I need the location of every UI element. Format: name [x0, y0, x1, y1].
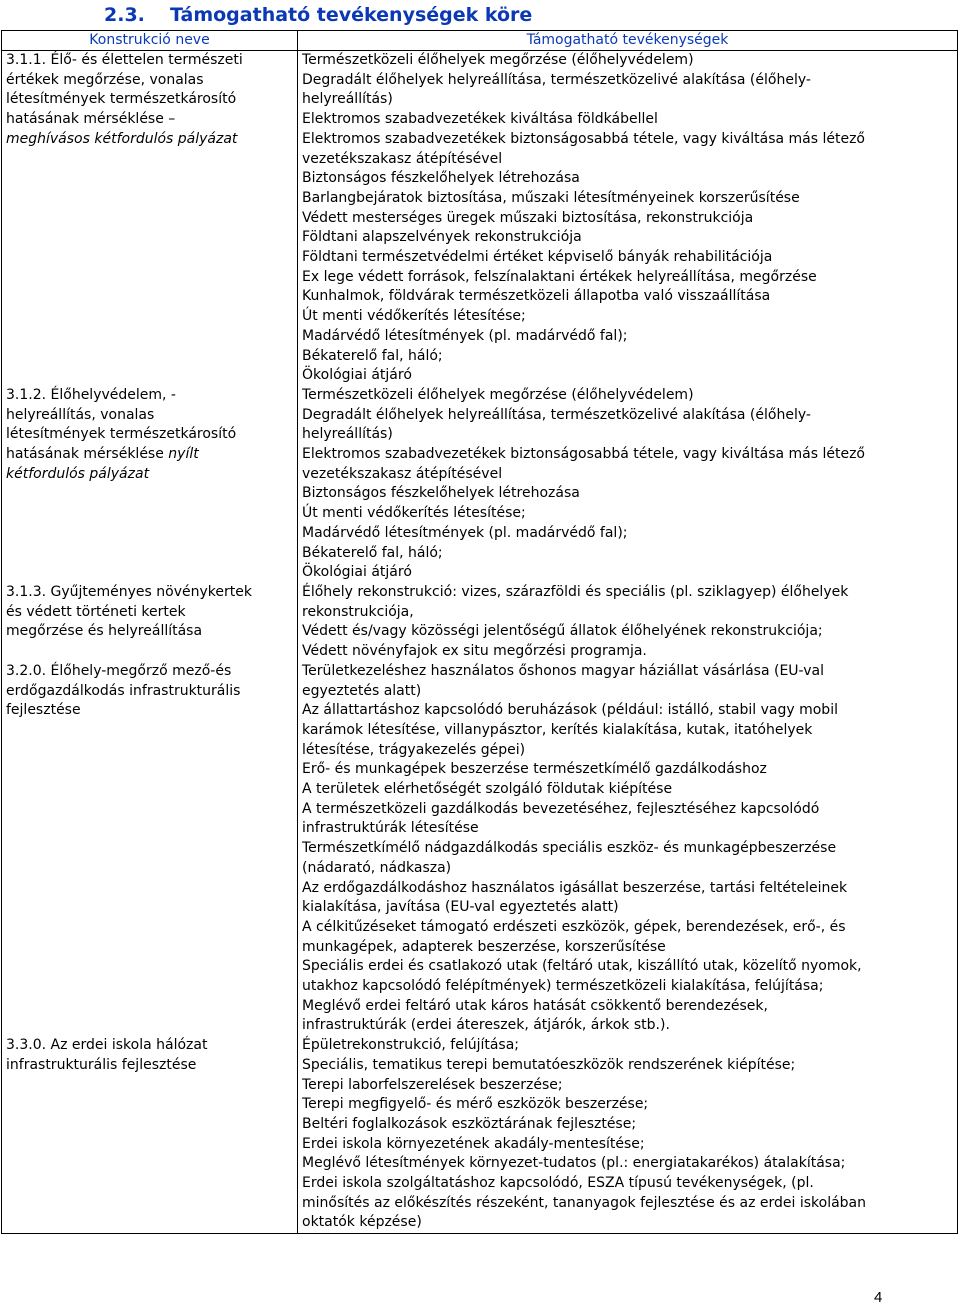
section-title: Támogatható tevékenységek köre	[170, 4, 533, 26]
activity-line: helyreállítás)	[302, 91, 393, 108]
construction-name-line	[6, 425, 293, 445]
construction-name-line	[6, 1036, 293, 1056]
activity-line: Terepi laborfelszerelések beszerzése;	[302, 1076, 563, 1093]
activity-line: Degradált élőhelyek helyreállítása, természetközelivé alakítása (élőhely-	[302, 406, 811, 423]
construction-name-text: megőrzése és helyreállítása	[6, 623, 203, 640]
section-heading	[104, 4, 532, 26]
table-header-row	[2, 31, 958, 51]
construction-name-line	[6, 603, 293, 623]
construction-name-text: 3.1.2. Élőhelyvédelem, -	[6, 386, 176, 403]
construction-name-text: létesítmények természetkárosító	[6, 426, 237, 443]
activity-line: Földtani alapszelvények rekonstrukciója	[302, 229, 582, 246]
construction-name-text: 3.2.0. Élőhely-megőrző mező-és	[6, 662, 232, 679]
construction-name-line	[6, 386, 293, 406]
activity-line: rekonstrukciója,	[302, 603, 414, 620]
activity-line: Ex lege védett források, felszínalaktani értékek helyreállítása, megőrzése	[302, 268, 817, 285]
activity-line: Út menti védőkerítés létesítése;	[302, 505, 526, 522]
activity-line: Területkezeléshez használatos őshonos magyar háziállat vásárlása (EU-val	[302, 662, 824, 679]
construction-name-text: 3.1.3. Gyűjteményes növénykertek	[6, 583, 252, 600]
table-row	[2, 386, 958, 583]
activities-table	[1, 30, 958, 1234]
construction-name-line	[6, 445, 293, 465]
activity-line: Beltéri foglalkozások eszköztárának fejlesztése;	[302, 1115, 637, 1132]
table-row	[2, 583, 958, 662]
activity-line: (nádarató, nádkasza)	[302, 859, 452, 876]
construction-name-text: létesítmények természetkárosító	[6, 91, 237, 108]
construction-name-text: helyreállítás, vonalas	[6, 406, 155, 423]
activity-line: Kunhalmok, földvárak természetközeli állapotba való visszaállítása	[302, 288, 771, 305]
activity-line: Épületrekonstrukció, felújítása;	[302, 1037, 520, 1054]
activity-line: vezetékszakasz átépítésével	[302, 150, 503, 167]
activities-cell	[298, 1036, 958, 1234]
activity-line: vezetékszakasz átépítésével	[302, 465, 503, 482]
activity-line: Védett és/vagy közösségi jelentőségű állatok élőhelyének rekonstrukciója;	[302, 623, 823, 640]
activity-line: helyreállítás)	[302, 426, 393, 443]
construction-name-text: erdőgazdálkodás infrastrukturális	[6, 682, 241, 699]
activity-line: oktatók képzése)	[302, 1214, 422, 1231]
activities-cell	[298, 583, 958, 662]
activity-line: Speciális erdei és csatlakozó utak (feltáró utak, kiszállító utak, közelítő nyomok,	[302, 958, 862, 975]
construction-name-line	[6, 662, 293, 682]
construction-name-line	[6, 71, 293, 91]
construction-name-line	[6, 682, 293, 702]
activity-line: Védett mesterséges üregek műszaki biztosítása, rekonstrukciója	[302, 209, 754, 226]
activity-line: Védett növényfajok ex situ megőrzési programja.	[302, 643, 647, 660]
construction-name-line	[6, 110, 293, 130]
activity-line: Az erdőgazdálkodáshoz használatos igásállat beszerzése, tartási feltételeinek	[302, 879, 848, 896]
table-row	[2, 662, 958, 1036]
activity-line: Békaterelő fal, háló;	[302, 544, 443, 561]
construction-name-cell	[2, 583, 298, 662]
construction-name-text: és védett történeti kertek	[6, 603, 186, 620]
construction-name-italic: nyílt	[168, 446, 199, 463]
activity-line: Természetközeli élőhelyek megőrzése (élőhelyvédelem)	[302, 386, 694, 403]
activity-line: egyeztetés alatt)	[302, 682, 422, 699]
construction-name-line	[6, 130, 293, 150]
construction-name-cell	[2, 51, 298, 386]
activity-line: Erő- és munkagépek beszerzése természetkímélő gazdálkodáshoz	[302, 761, 767, 778]
construction-name-line	[6, 406, 293, 426]
activity-line: Barlangbejáratok biztosítása, műszaki létesítményeinek korszerűsítése	[302, 189, 800, 206]
activity-line: infrastruktúrák (erdei átereszek, átjárók, árkok stb.).	[302, 1017, 670, 1034]
activity-line: Biztonságos fészkelőhelyek létrehozása	[302, 170, 580, 187]
activity-line: Terepi megfigyelő- és mérő eszközök beszerzése;	[302, 1096, 649, 1113]
activity-line: Meglévő létesítmények környezet-tudatos (pl.: energiatakarékos) átalakítása;	[302, 1155, 846, 1172]
activity-line: Békaterelő fal, háló;	[302, 347, 443, 364]
page-number: 4	[874, 1289, 883, 1306]
construction-name-line	[6, 622, 293, 642]
construction-name-text: hatásának mérséklése –	[6, 111, 176, 128]
construction-name-cell	[2, 386, 298, 583]
construction-name-cell	[2, 662, 298, 1036]
construction-name-text: infrastrukturális fejlesztése	[6, 1056, 197, 1073]
table-row	[2, 1036, 958, 1234]
activity-line: Speciális, tematikus terepi bemutatóeszközök rendszerének kiépítése;	[302, 1056, 796, 1073]
section-number: 2.3.	[104, 4, 145, 26]
activity-line: kialakítása, javítása (EU-val egyeztetés alatt)	[302, 899, 619, 916]
activity-line: infrastruktúrák létesítése	[302, 820, 479, 837]
activity-line: Ökológiai átjáró	[302, 564, 412, 581]
activity-line: Elektromos szabadvezetékek biztonságosabbá tétele, vagy kiváltása más létező	[302, 446, 865, 463]
construction-name-line	[6, 465, 293, 485]
activity-line: Biztonságos fészkelőhelyek létrehozása	[302, 485, 580, 502]
construction-name-line	[6, 701, 293, 721]
activity-line: Élőhely rekonstrukció: vizes, szárazföldi és speciális (pl. sziklagyep) élőhelyek	[302, 583, 849, 600]
construction-name-cell	[2, 1036, 298, 1234]
construction-name-line	[6, 583, 293, 603]
activity-line: utakhoz kapcsolódó felépítmények) természetközeli kialakítása, felújítása;	[302, 978, 824, 995]
activity-line: Természetközeli élőhelyek megőrzése (élőhelyvédelem)	[302, 52, 694, 68]
construction-name-text: 3.1.1. Élő- és élettelen természeti	[6, 52, 243, 68]
activity-line: létesítése, trágyakezelés gépei)	[302, 741, 526, 758]
activities-cell	[298, 662, 958, 1036]
activity-line: karámok létesítése, villanypásztor, kerítés kialakítása, kutak, itatóhelyek	[302, 721, 813, 738]
activity-line: Természetkímélő nádgazdálkodás speciális eszköz- és munkagépbeszerzése	[302, 840, 837, 857]
header-supported-activities: Támogatható tevékenységek	[298, 31, 958, 51]
construction-name-line	[6, 1056, 293, 1076]
activity-line: A természetközeli gazdálkodás bevezetéséhez, fejlesztéséhez kapcsolódó	[302, 800, 820, 817]
activities-cell	[298, 386, 958, 583]
activity-line: Elektromos szabadvezetékek biztonságosabbá tétele, vagy kiváltása más létező	[302, 130, 865, 147]
activity-line: munkagépek, adapterek beszerzése, korszerűsítése	[302, 938, 666, 955]
activity-line: Madárvédő létesítmények (pl. madárvédő fal);	[302, 524, 628, 541]
activity-line: Meglévő erdei feltáró utak káros hatását csökkentő berendezések,	[302, 997, 768, 1014]
activity-line: Út menti védőkerítés létesítése;	[302, 308, 526, 325]
activity-line: Földtani természetvédelmi értéket képviselő bányák rehabilitációja	[302, 249, 773, 266]
construction-name-text: meghívásos kétfordulós pályázat	[6, 130, 238, 147]
header-construction-name: Konstrukció neve	[2, 31, 298, 51]
construction-name-text: 3.3.0. Az erdei iskola hálózat	[6, 1037, 208, 1054]
construction-name-text: értékek megőrzése, vonalas	[6, 71, 204, 88]
activity-line: Az állattartáshoz kapcsolódó beruházások (például: istálló, stabil vagy mobil	[302, 702, 838, 719]
activity-line: minősítés az előkészítés részeként, tananyagok fejlesztése és az erdei iskolában	[302, 1194, 867, 1211]
activity-line: Erdei iskola szolgáltatáshoz kapcsolódó, ESZA típusú tevékenységek, (pl.	[302, 1175, 814, 1192]
activity-line: Erdei iskola környezetének akadály-mentesítése;	[302, 1135, 645, 1152]
construction-name-line	[6, 51, 293, 71]
table-row	[2, 51, 958, 386]
activity-line: A célkitűzéseket támogató erdészeti eszközök, gépek, berendezések, erő-, és	[302, 918, 846, 935]
activity-line: Madárvédő létesítmények (pl. madárvédő fal);	[302, 327, 628, 344]
activity-line: Degradált élőhelyek helyreállítása, természetközelivé alakítása (élőhely-	[302, 71, 811, 88]
construction-name-text: fejlesztése	[6, 702, 81, 719]
activity-line: A területek elérhetőségét szolgáló földutak kiépítése	[302, 781, 673, 798]
construction-name-line	[6, 90, 293, 110]
activities-cell	[298, 51, 958, 386]
activity-line: Elektromos szabadvezetékek kiváltása földkábellel	[302, 111, 658, 128]
construction-name-text: kétfordulós pályázat	[6, 465, 150, 482]
activity-line: Ökológiai átjáró	[302, 367, 412, 384]
construction-name-text: hatásának mérséklése	[6, 446, 169, 463]
